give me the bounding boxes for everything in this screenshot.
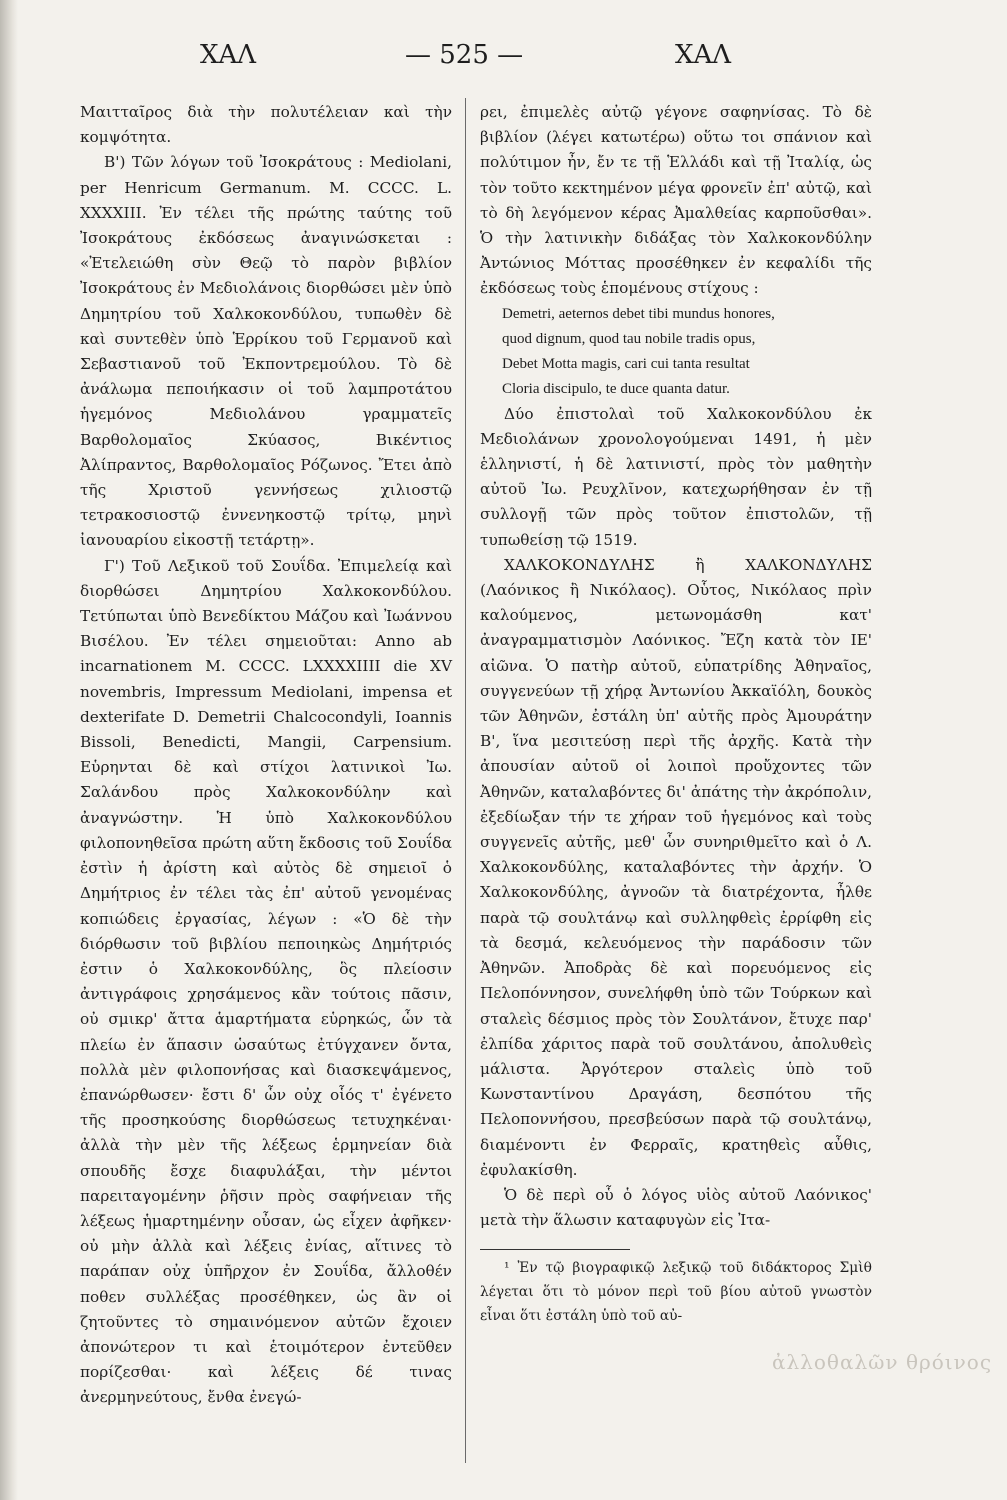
- poem-line: quod dignum, quod tau nobile tradis opus,: [502, 330, 756, 347]
- page-spine-shadow: [0, 0, 18, 1500]
- page-number: — 525 —: [405, 40, 524, 70]
- right-paragraph: Δύο ἐπιστολαὶ τοῦ Χαλκοκονδύλου ἐκ Μεδιολάνων χρονολογούμεναι 1491, ἡ μὲν ἑλληνιστί, ἡ δὲ λατινιστί, πρὸς τὸν μαθητὴν αὐτοῦ Ἰω. Ρευχλῖνον, κατεχωρήθησαν ἐν τῇ συλλογῇ τῶν πρὸς τοῦτον ἐπιστολῶν, τῇ τυπωθείσῃ τῷ 1519.: [480, 404, 872, 549]
- header-right-guide-word: ΧΑΛ: [675, 40, 732, 70]
- poem-line: Demetri, aeternos debet tibi mundus honores,: [502, 305, 775, 322]
- left-paragraph: Μαιτταῖρος διὰ τὴν πολυτέλειαν καὶ τὴν κομψότητα.: [80, 103, 452, 147]
- bleed-through-text: ἀλλοθαλῶν θρόινος: [772, 1350, 993, 1374]
- header-left-guide-word: ΧΑΛ: [200, 40, 257, 70]
- right-paragraph: Ὁ δὲ περὶ οὗ ὁ λόγος υἱὸς αὐτοῦ Λαόνικος' μετὰ τὴν ἅλωσιν καταφυγὼν εἰς Ἰτα-: [480, 1185, 872, 1230]
- column-divider: [465, 98, 466, 1463]
- poem-line: Cloria discipulo, te duce quanta datur.: [502, 380, 730, 397]
- footnote-rule: [480, 1249, 630, 1250]
- footnote: ¹ Ἐν τῷ βιογραφικῷ λεξικῷ τοῦ διδάκτορος Σμὶθ λέγεται ὅτι τὸ μόνον περὶ τοῦ βίου αὐτοῦ γνωστὸν εἶναι ὅτι ἐστάλη ὑπὸ τοῦ αὐ-: [480, 1260, 872, 1325]
- left-column: [80, 100, 452, 1411]
- right-paragraph: ρει, ἐπιμελὲς αὐτῷ γέγονε σαφηνίσας. Τὸ δὲ βιβλίον (λέγει κατωτέρω) οὕτω τοι σπάνιον καὶ πολύτιμον ἦν, ἔν τε τῇ Ἑλλάδι καὶ τῇ Ἰταλίᾳ, ὡς τὸν τοῦτο κεκτημένον μέγα φρονεῖν ἐπ' αὐτῷ, καὶ τὸ δὴ λεγόμενον κέρας Ἀμαλθείας καρποῦσθαι». Ὁ τὴν λατινικὴν διδάξας τὸν Χαλκοκονδύλην Ἀντώνιος Μόττας προσέθηκεν ἐν κεφαλίδι τῆς ἐκδόσεως τοὺς ἑπομένους στίχους :: [480, 103, 872, 298]
- right-paragraph: ΧΑΛΚΟΚΟΝΔΥΛΗΣ ἢ ΧΑΛΚΟΝΔΥΛΗΣ (Λαόνικος ἢ Νικόλαος). Οὗτος, Νικόλαος πρὶν καλούμενος, μετωνομάσθη κατ' ἀναγραμματισμὸν Λαόνικος. Ἔζη κατὰ τὸν ΙΕ' αἰῶνα. Ὁ πατὴρ αὐτοῦ, εὐπατρίδης Ἀθηναῖος, συγγενεύων τῇ χήρᾳ Ἀντωνίου Ἀκκαϊόλη, δουκὸς τῶν Ἀθηνῶν, ἐστάλη ὑπ' αὐτῆς πρὸς Ἀμουράτην Β', ἵνα μεσιτεύσῃ περὶ τῆς ἀρχῆς. Κατὰ τὴν ἀπουσίαν αὐτοῦ οἱ λοιποὶ προὔχοντες τῶν Ἀθηνῶν, καταλαβόντες δι' ἀπάτης τὴν ἀκρόπολιν, ἐξεδίωξαν τήν τε χήραν τοῦ ἡγεμόνος καὶ τοὺς συγγενεῖς αὐτῆς, μεθ' ὧν συνηριθμεῖτο καὶ ὁ Λ. Χαλκοκονδύλης, καταλαβόντες τὴν ἀρχήν. Ὁ Χαλκοκονδύλης, ἀγνοῶν τὰ διατρέχοντα, ἦλθε παρὰ τῷ σουλτάνῳ καὶ συλληφθεὶς ἐρρίφθη εἰς τὰ δεσμά, κελευόμενος τὴν παράδοσιν τῶν Ἀθηνῶν. Ἀποδρὰς δὲ καὶ πορευόμενος εἰς Πελοπόννησον, συνελήφθη ὑπὸ τῶν Τούρκων καὶ σταλεὶς δέσμιος πρὸς τὸν Σουλτάνον, ἔτυχε παρ' ἐλπίδα χάριτος παρὰ τοῦ σουλτάνου, ἀπολυθεὶς μάλιστα. Ἀργότερον σταλεὶς ὑπὸ τοῦ Κωνσταντίνου Δραγάση, δεσπότου τῆς Πελοποννήσου, πρεσβεύσων παρὰ τῷ σουλτάνῳ, διαμένοντι ἐν Φερραῖς, κρατηθεὶς αὖθις, ἐφυλακίσθη.: [480, 555, 872, 1179]
- latin-poem: [502, 302, 872, 402]
- left-paragraph: B') Τῶν λόγων τοῦ Ἰσοκράτους : Mediolani, per Henricum Germanum. M. CCCC. L. XXXXIII. Ἐν τέλει τῆς πρώτης ταύτης τοῦ Ἰσοκράτους ἐκδόσεως ἀναγινώσκεται : «Ἐτελειώθη σὺν Θεῷ τὸ παρὸν βιβλίον Ἰσοκράτους ἐν Μεδιολάνοις διορθώσει μὲν ὑπὸ Δημητρίου τοῦ Χαλκοκονδύλου, τυπωθὲν δὲ καὶ συντεθὲν ὑπὸ Ἑρρίκου τοῦ Γερμανοῦ καὶ Σεβαστιανοῦ τοῦ Ἐκποντρεμούλου. Τὸ δὲ ἀνάλωμα πεποιήκασιν οἱ τοῦ λαμπροτάτου ἡγεμόνος Μεδιολάνου γραμματεῖς Βαρθολομαῖος Σκύασος, Βικέντιος Ἀλίπραντος, Βαρθολομαῖος Ρόζωνος. Ἔτει ἀπὸ τῆς Χριστοῦ γεννήσεως χιλιοστῷ τετρακοσιοστῷ ἐννενηκοστῷ τρίτῳ, μηνὶ ἰανουαρίου εἰκοστῇ τετάρτῃ».: [80, 153, 452, 550]
- left-paragraph: Γ') Τοῦ Λεξικοῦ τοῦ Σουΐδα. Ἐπιμελείᾳ καὶ διορθώσει Δημητρίου Χαλκοκονδύλου. Τετύπωται ὑπὸ Βενεδίκτου Μάζου καὶ Ἰωάννου Βισέλου. Ἐν τέλει σημειοῦται: Anno ab incarnationem M. CCCC. LXXXXIIII die XV novembris, Impressum Mediolani, impensa et dexterifate D. Demetrii Chalcocondyli, Ioannis Bissoli, Benedicti, Mangii, Carpensium. Εὑρηνται δὲ καὶ στίχοι λατινικοὶ Ἰω. Σαλάνδου πρὸς Χαλκοκονδύλην καὶ ἀναγνώστην. Ἡ ὑπὸ Χαλκοκονδύλου φιλοπονηθεῖσα πρώτη αὕτη ἔκδοσις τοῦ Σουΐδα ἐστὶν ἡ ἀρίστη καὶ αὐτὸς δὲ σημειοῖ ὁ Δημήτριος ἐν τέλει τὰς ἐπ' αὐτοῦ γενομένας κοπιώδεις ἐργασίας, λέγων : «Ὁ δὲ τὴν διόρθωσιν τοῦ βιβλίου πεποιηκὼς Δημήτριός ἐστιν ὁ Χαλκοκονδύλης, ὃς πλείοσιν ἀντιγράφοις χρησάμενος κἂν τούτοις πᾶσιν, οὐ σμικρ' ἄττα ἁμαρτήματα εὑρηκώς, ὧν τὰ πλείω ἐν ἅπασιν ὡσαύτως ἐτύγχανεν ὄντα, πολλὰ μὲν φιλοπονήσας καὶ διασκεψάμενος, ἐπανώρθωσεν· ἔστι δ' ὧν οὐχ οἷός τ' ἐγένετο τῆς προσηκούσης διορθώσεως τετυχηκέναι· ἀλλὰ τὴν μὲν τῆς λέξεως ἑρμηνείαν διὰ σπουδῆς ἔσχε διαφυλάξαι, τὴν μέντοι παρειταγομένην ῥῆσιν πρὸς σαφήνειαν τῆς λέξεως ἡμαρτημένην οὖσαν, ὡς εἶχεν ἀφῆκεν· οὐ μὴν ἀλλὰ καὶ λέξεις ἐνίας, αἵτινες τὸ παράπαν οὐχ ὑπῆρχον ἐν Σουΐδα, ἄλλοθέν ποθεν συλλέξας προσέθηκεν, ὡς ἂν οἱ ζητοῦντες τὸ σημαινόμενον αὐτῶν ἔχοιεν ἀπονώτερον τι καὶ ἑτοιμότερον ἐντεῦθεν πορίζεσθαι· καὶ λέξεις δέ τινας ἀνερμηνεύτους, ἔνθα ἐνεγώ-: [80, 556, 452, 1407]
- right-column: [480, 100, 872, 1328]
- running-header: [80, 40, 960, 80]
- poem-line: Debet Motta magis, cari cui tanta resultat: [502, 355, 750, 372]
